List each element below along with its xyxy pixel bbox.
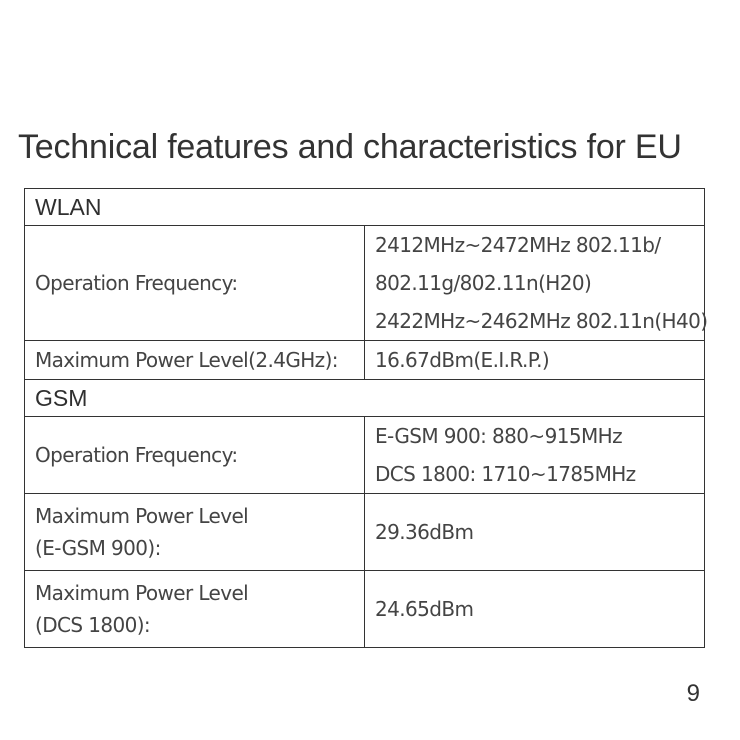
table-row (25, 189, 705, 226)
dcs-max-power-value: 24.65dBm (365, 571, 705, 648)
section-header-gsm: GSM (25, 380, 705, 417)
table-row (25, 417, 705, 494)
table-row (25, 494, 705, 571)
table-row (25, 226, 705, 341)
table-row (25, 380, 705, 417)
egsm-max-power-value: 29.36dBm (365, 494, 705, 571)
page-number: 9 (686, 680, 700, 707)
section-header-wlan: WLAN (25, 189, 705, 226)
wlan-frequency-line: 2412MHz~2472MHz 802.11b/ (375, 233, 661, 257)
wlan-operation-frequency-value (365, 226, 708, 341)
gsm-operation-frequency-value (365, 417, 705, 494)
dcs-max-power-label (25, 571, 365, 648)
wlan-max-power-value: 16.67dBm(E.I.R.P.) (365, 341, 705, 380)
table-row (25, 341, 705, 380)
table-row (25, 571, 705, 648)
spec-table (24, 188, 708, 648)
egsm-max-power-label-line: (E-GSM 900): (35, 536, 161, 560)
page-title: Technical features and characteristics for EU (18, 128, 682, 166)
wlan-operation-frequency-label: Operation Frequency: (25, 226, 365, 341)
wlan-max-power-label: Maximum Power Level(2.4GHz): (25, 341, 365, 380)
dcs-max-power-label-line: (DCS 1800): (35, 613, 151, 637)
wlan-frequency-line: 2422MHz~2462MHz 802.11n(H40) (375, 309, 708, 333)
dcs-max-power-label-line: Maximum Power Level (35, 581, 249, 605)
gsm-operation-frequency-label: Operation Frequency: (25, 417, 365, 494)
egsm-max-power-label (25, 494, 365, 571)
gsm-frequency-line: DCS 1800: 1710~1785MHz (375, 462, 636, 486)
gsm-frequency-line: E-GSM 900: 880~915MHz (375, 424, 622, 448)
egsm-max-power-label-line: Maximum Power Level (35, 504, 249, 528)
wlan-frequency-line: 802.11g/802.11n(H20) (375, 271, 592, 295)
